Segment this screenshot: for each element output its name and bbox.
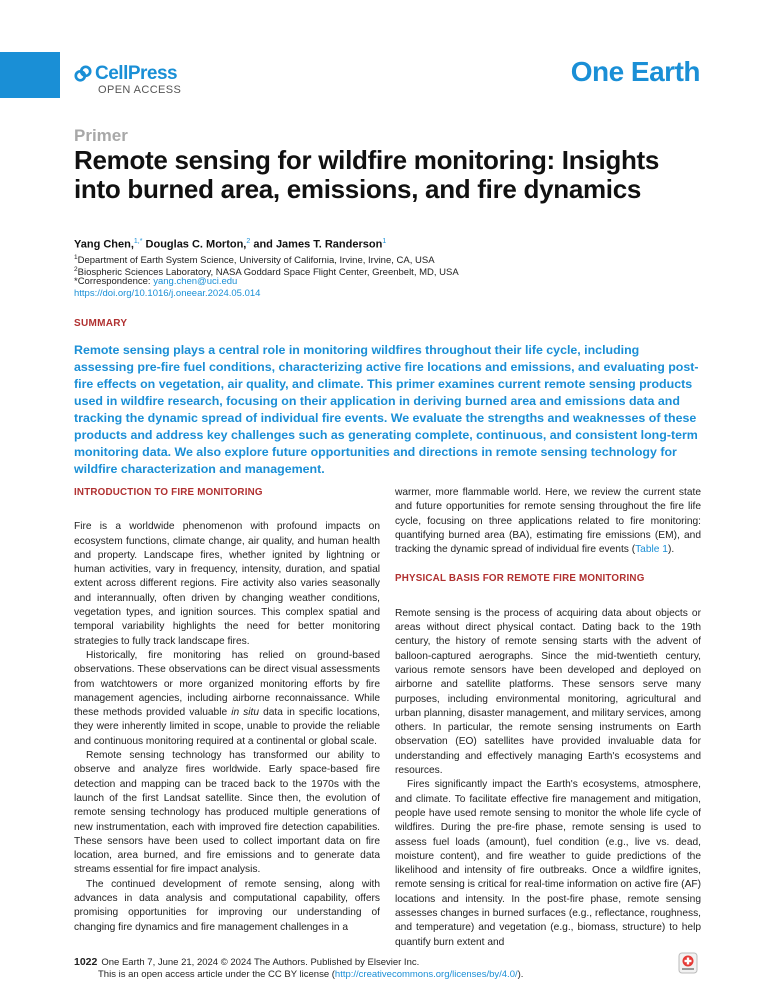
page-footer: [74, 956, 523, 981]
cellpress-logo-icon: [74, 65, 92, 83]
author-affiliation-marker[interactable]: 1,*: [133, 238, 143, 245]
article-title: Remote sensing for wildfire monitoring: Insights into burned area, emissions, and fire dynamics: [74, 145, 660, 204]
summary-heading: SUMMARY: [74, 318, 128, 329]
summary-text: Remote sensing plays a central role in monitoring wildfires throughout their life cycle, including assessing pre-fire fuel conditions, characterizing active fire locations and emissions, and evaluating post-fire effects on vegetation, air quality, and climate. This primer examines current remote sensing products used in wildfire research, focusing on their application in deriving burned area and emissions data and tracking the dynamic spread of individual fire events. We evaluate the strengths and weaknesses of these products and address key challenges such as generating complete, continuous, and consistent long-term monitoring data. We also explore future opportunities and directions in remote sensing technology for wildfire characterization and management.: [74, 343, 699, 476]
body-paragraph: Fires significantly impact the Earth's ecosystems, atmosphere, and climate. To facilitate effective fire management and mitigation, people have used remote sensing to monitor the whole life cycle of wildfires. During the pre-fire phase, remote sensing is used to assess fuel loads (amount), fuel condition (e.g., live vs. dead, moisture content), and fire weather to guide predictions of the likelihood and intensity of fire outbreaks. Once a wildfire ignites, remote sensing is critical for real-time information on active fire (AF) locations and intensity. In the post-fire phase, remote sensing assesses changes in burned surfaces (e.g., reflectance, roughness, and temperature) and vegetation (e.g., biomass, structure) to help quantify burn extent and: [395, 779, 701, 948]
journal-name[interactable]: One Earth: [570, 56, 700, 87]
doi-link[interactable]: https://doi.org/10.1016/j.oneear.2024.05.014: [74, 288, 261, 299]
author-name[interactable]: Yang Chen,: [74, 238, 134, 251]
correspondence-email-link[interactable]: yang.chen@uci.edu: [153, 276, 238, 287]
affiliation-1: $^1$Department of Earth System Science, University of California, Irvine, Irvine, CA, USA: [74, 254, 435, 267]
body-paragraph: Remote sensing technology has transformed our ability to observe and analyze fires worldwide. Early space-based fire detection and mapping can be traced back to the 1970s with the launch of the first Landsat satellite. Since then, the evolution of remote sensing technology has produced multiple generations of new instrumentation, each with improved fire detection capabilities. These sensors have been used to collect important data on fire location, area burned, and fire emissions and to generate data streams essential for fire impact analysis.: [74, 750, 380, 876]
author-list: [74, 238, 386, 251]
license-link[interactable]: http://creativecommons.org/licenses/by/4.0/: [334, 969, 518, 980]
body-paragraph: Historically, fire monitoring has relied on ground-based observations. These observations can be direct visual assessments from watchtowers or more organized monitoring efforts by fire management agencies, including airborne reconnaissance. While these methods provided valuable in situ data in specific locations, they were inherently limited in scope, unable to provide the reliable and continuous monitoring required at a continental or global scale.: [74, 649, 380, 747]
body-paragraph: Remote sensing is the process of acquiring data about objects or areas without direct physical contact. Dating back to the 19th century, the history of remote sensing starts with the advent of balloon-captured aerographs. Since the mid-twentieth century, various remote sensors have been developed and deployed on airborne and satellite platforms. These sensors serve many purposes, including environmental monitoring, agricultural and urban planning, disaster management, and military services, among others. In particular, the remote sensing instruments on Earth observation (EO) satellites have provided invaluable data for understanding and effectively managing Earth's ecosystems and resources.: [395, 607, 701, 777]
correspondence: *Correspondence: yang.chen@uci.edu: [74, 276, 238, 287]
publisher-logo[interactable]: [74, 64, 181, 96]
body-paragraph: Fire is a worldwide phenomenon with profound impacts on ecosystem functions, climate change, air quality, and human health and property. Landscape fires, whether ignited by lightning or human activities, vary in frequency, intensity, duration, and spatial extent across different regions. Fire activity also varies seasonally and interannually, often driven by changing weather conditions, vegetation types, and ignition sources. This complex spatial and temporal variability highlights the need for better monitoring strategies to fully track landscape fires.: [74, 521, 380, 647]
body-paragraph: warmer, more flammable world. Here, we review the current state and future opportunities for remote sensing throughout the fire life cycle, focusing on three applications related to fire monitoring: quantifying burned area (BA), estimating fire emissions (EM), and tracking the dynamic spread of individual fire events (Table 1).: [395, 487, 701, 556]
body-paragraph: The continued development of remote sensing, along with advances in data analysis and computational capability, offers promising opportunities for improving our understanding of changing fire dynamics and fire management challenges in a: [74, 878, 380, 933]
corner-color-block: [0, 52, 60, 98]
author-name[interactable]: Douglas C. Morton,: [145, 238, 247, 251]
author-affiliation-marker[interactable]: 2: [246, 238, 251, 245]
author-affiliation-marker[interactable]: 1: [382, 238, 387, 245]
open-access-label: OPEN ACCESS: [98, 84, 182, 96]
article-type: Primer: [74, 126, 128, 145]
page-number: 1022: [74, 956, 98, 968]
author-name[interactable]: and James T. Randerson: [253, 238, 383, 251]
citation-line: One Earth 7, June 21, 2024 © 2024 The Authors. Published by Elsevier Inc.: [101, 957, 420, 968]
affiliation-2: $^2$Biospheric Sciences Laboratory, NASA Goddard Space Flight Center, Greenbelt, MD, USA: [74, 266, 459, 279]
table-1-link[interactable]: Table 1: [635, 544, 668, 556]
left-column: [74, 486, 380, 935]
section-heading: INTRODUCTION TO FIRE MONITORING: [74, 487, 263, 498]
crossmark-icon[interactable]: [678, 952, 698, 974]
section-heading: PHYSICAL BASIS FOR REMOTE FIRE MONITORING: [395, 573, 645, 585]
right-column: [395, 486, 701, 950]
publisher-name: CellPress: [95, 63, 178, 84]
license-line: This is an open access article under the CC BY license (http://creativecommons.org/licenses/by/4.0/).: [98, 969, 524, 980]
